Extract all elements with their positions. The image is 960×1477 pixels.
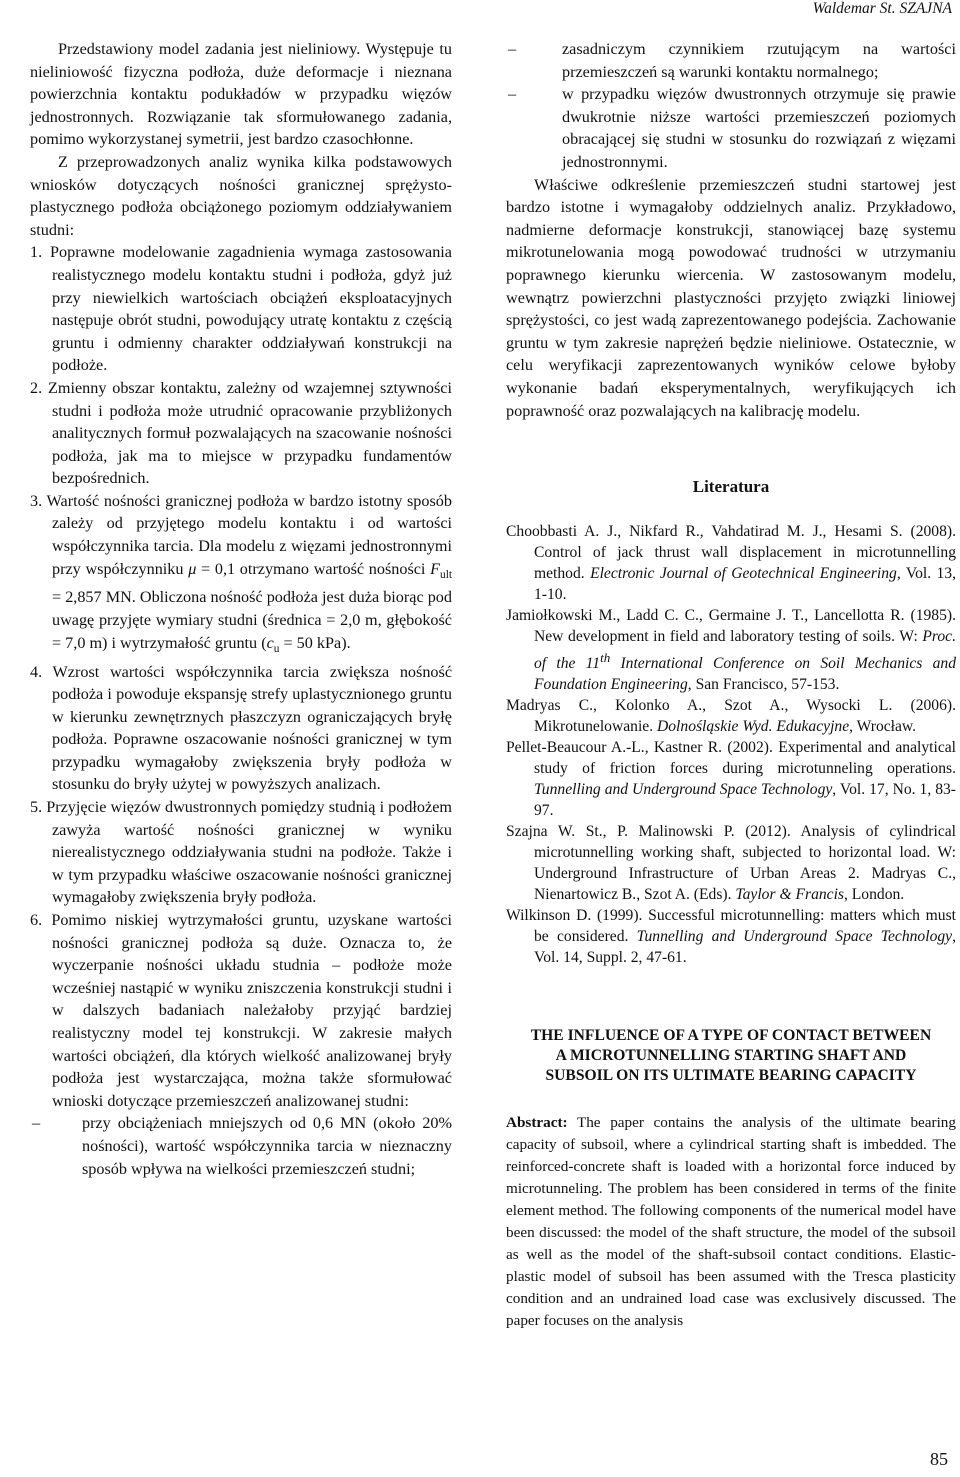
reference-item: Madryas C., Kolonko A., Szot A., Wysocki L. (2006). Mikrotunelowanie. Dolnośląskie Wyd. Edukacyjne, Wrocław. (506, 696, 956, 735)
abstract: Abstract: The paper contains the analysis of the ultimate bearing capacity of subsoil, where a cylindrical starting shaft is imbedded. The reinforced-concrete shaft is loaded with a horizontal force induced by microtunneling. The problem has been considered in terms of the finite element method. The following components of the numerical model have been discussed: the model of the shaft structure, the model of the subsoil as well as the model of the shaft-subsoil contact conditions. Elastic-plastic model of subsoil has been assumed with the Tresca plasticity condition and an undrained load case was exclusively discussed. The paper focuses on the analysis (506, 1113, 956, 1329)
paragraph: Właściwe odkreślenie przemieszczeń studni startowej jest bardzo istotne i wymagałoby oddzielnych analiz. Przykładowo, nadmierne deformacje konstrukcji, stanowiącej bazę systemu mikrotunelowania mogą powodować trudności w utrzymaniu poprawnego kierunku wiercenia. W zastosowanym modelu, wewnątrz powierzchni plastyczności przyjęto związki liniowej sprężystości, co jest wadą zaprezentowanego podejścia. Zachowanie gruntu w tym zakresie naprężeń będzie nieliniowe. Ostatecznie, w celu weryfikacji zaprezentowanych wyników celowe byłoby wykonanie badań eksperymentalnych, weryfikujących ich poprawność oraz pozwalających na kalibrację modelu. (506, 175, 956, 420)
list-item: 2. Zmienny obszar kontaktu, zależny od wzajemnej sztywności studni i podłoża może utrudnić opracowanie przybliżonych analitycznych formuł pozwalających na szacowanie nośności podłoża, jak ma to miejsce w przypadku fundamentów bezpośrednich. (30, 378, 452, 488)
left-column (30, 38, 452, 1180)
list-item: 5. Przyjęcie więzów dwustronnych pomiędzy studnią i podłożem zawyża wartość nośności granicznej w wyniku nierealistycznego oddziaływania studni na podłoże. Także i w tym przypadku właściwe oszacowanie nośności granicznej wymagałoby zwiększenia bryły podłoża. (30, 798, 452, 907)
dash-mark: – (32, 1114, 41, 1133)
english-title-line: A MICROTUNNELLING STARTING SHAFT AND (555, 1046, 907, 1064)
reference-item: Pellet-Beaucour A.-L., Kastner R. (2002). Experimental and analytical study of friction forces during microtunneling operations. Tunnelling and Underground Space Technology, Vol. 17, No. 1, 83-97. (506, 738, 956, 819)
dash-mark: – (508, 40, 517, 58)
dash-mark: – (508, 85, 517, 104)
list-item: 3. Wartość nośności granicznej podłoża w bardzo istotny sposób zależy od przyjętego modelu kontaktu i od wartości współczynnika tarcia. Dla modelu z więzami jednostronnymi przy współczynniku μ = 0,1 otrzymano wartość nośności $F_{ult} = 2,857$ MN. Obliczona nośność podłoża jest duża biorąc pod uwagę przyjęte wymiary studni (średnica = 2,0 m, głębokość = 7,0 m) i wytrzymałość gruntu ($c_u = 50$ kPa). (30, 491, 452, 655)
reference-item: Jamiołkowski M., Ladd C. C., Germaine J. T., Lancellotta R. (1985). New development in field and laboratory testing of soils. W: Proc. of the 11th International Conference on Soil Mechanics and Foundation Engineering, San Francisco, 57-153. (506, 606, 956, 693)
dash-item: – przy obciążeniach mniejszych od 0,6 MN (około 20% nośności), wartość współczynnika tarcia w nieznaczny sposób wpływa na wielkości przemieszczeń studni; (32, 1114, 452, 1178)
english-title-line: THE INFLUENCE OF A TYPE OF CONTACT BETWEEN (530, 1026, 932, 1044)
list-item: 1. Poprawne modelowanie zagadnienia wymaga zastosowania realistycznego modelu kontaktu studni i podłoża, gdyż już przy niewielkich wartościach obciążeń eksploatacyjnych następuje obrót studni, powodujący utratę kontaktu z częścią gruntu i odmienny charakter oddziaływań konstrukcji na podłoże. (30, 243, 452, 375)
reference-item: Szajna W. St., P. Malinowski P. (2012). Analysis of cylindrical microtunnelling working shaft, subjected to horizontal load. W: Underground Infrastructure of Urban Areas 2. Madryas C., Nienartowicz B., Szot A. (Eds). Taylor & Francis, London. (506, 822, 956, 903)
paragraph: Z przeprowadzonych analiz wynika kilka podstawowych wniosków dotyczących nośności granicznej sprężysto-plastycznego podłoża obciążonego poziomym oddziaływaniem studni: (30, 152, 452, 239)
running-header: Waldemar St. SZAJNA (812, 0, 952, 17)
section-title: Literatura (692, 477, 770, 497)
reference-item: Wilkinson D. (1999). Successful microtunnelling: matters which must be considered. Tunnelling and Underground Space Technology, Vol. 14, Suppl. 2, 47-61. (506, 906, 956, 966)
list-item: 4. Wzrost wartości współczynnika tarcia zwiększa nośność podłoża i powoduje ekspansję strefy uplastycznionego gruntu w kierunku zewnętrznych płaszczyzn ograniczających bryłę podłoża. Poprawne oszacowanie nośności granicznej w tym przypadku wymagałoby zwiększenia bryły podłoża w stosunku do bryły użytej w powyższych analizach. (30, 662, 452, 794)
page-number: 85 (930, 1449, 948, 1469)
dash-item: – w przypadku więzów dwustronnych otrzymuje się prawie dwukrotnie niższe wartości przemieszczeń poziomych obracającej się studni w stosunku do rozwiązań z więzami jednostronnymi. (508, 85, 956, 171)
reference-item: Choobbasti A. J., Nikfard R., Vahdatirad M. J., Hesami S. (2008). Control of jack thrust wall displacement in microtunnelling method. Electronic Journal of Geotechnical Engineering, Vol. 13, 1-10. (506, 522, 956, 603)
abstract-label: Abstract: (506, 1113, 568, 1131)
english-title-line: SUBSOIL ON ITS ULTIMATE BEARING CAPACITY (545, 1066, 917, 1084)
paragraph: Przedstawiony model zadania jest nieliniowy. Występuje tu nieliniowość fizyczna podłoża, duże deformacje i nieznana powierzchnia kontaktu podukładów w przypadku więzów jednostronnych. Rozwiązanie tak sformułowanego zadania, pomimo wykorzystanej symetrii, jest bardzo czasochłonne. (30, 40, 452, 149)
list-item: 6. Pomimo niskiej wytrzymałości gruntu, uzyskane wartości nośności granicznej podłoża są duże. Oznacza to, że wyczerpanie nośności układu studnia – podłoże może wcześniej nastąpić w wyniku zniszczenia konstrukcji studni i w dalszych badaniach należałoby przyjąć bardziej realistyczny model tej konstrukcji. W zakresie małych wartości obciążeń, dla których wielkość analizowanej bryły podłoża jest wystarczająca, można także sformułować wnioski dotyczące przemieszczeń analizowanej studni: (30, 911, 452, 1110)
right-column (506, 38, 956, 1332)
dash-item: – zasadniczym czynnikiem rzutującym na wartości przemieszczeń są warunki kontaktu normalnego; (508, 40, 956, 81)
english-title (506, 1026, 956, 1086)
